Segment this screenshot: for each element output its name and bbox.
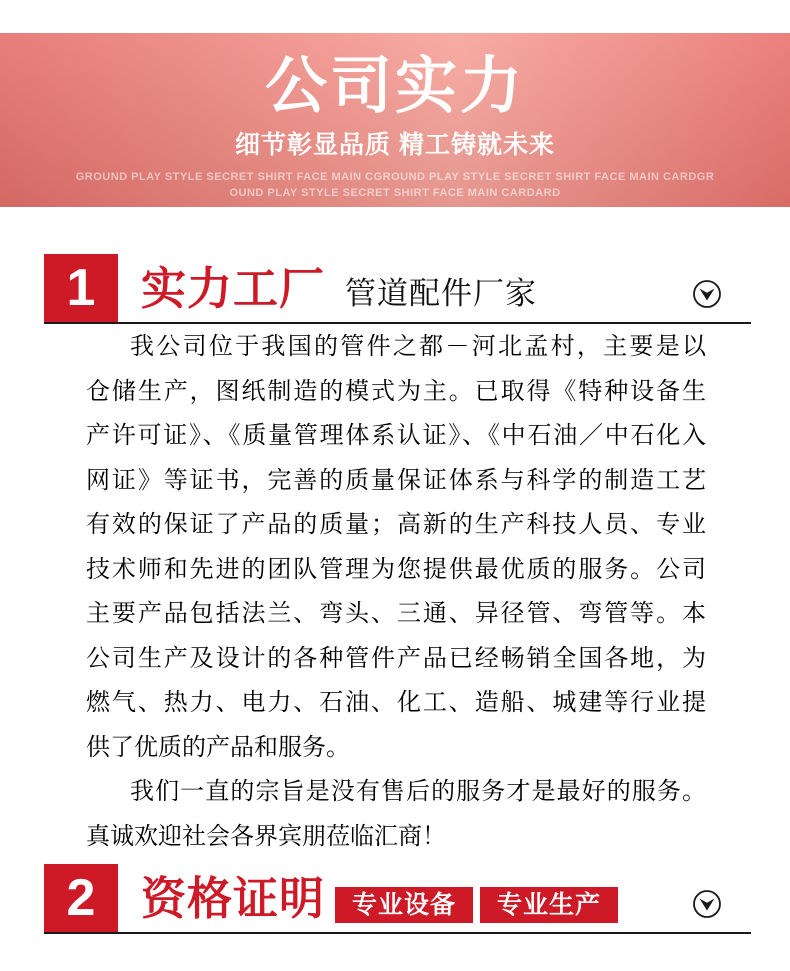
section-title: 实力工厂 [141,262,326,314]
section-number-badge: 1 [44,254,118,322]
section-2-titles [141,872,326,924]
article-line: 产许可证》、《质量管理体系认证》、《中石油／中石化入 [86,423,706,449]
article-line: 真诚欢迎社会各界宾朋莅临汇商！ [86,823,446,850]
article-line: 我们一直的宗旨是没有售后的服务才是最好的服务。 [130,779,706,805]
article-line: 主要产品包括法兰、弯头、三通、异径管、弯管等。本 [86,601,706,627]
section-title: 资格证明 [141,872,326,924]
article-line: 仓储生产，图纸制造的模式为主。已取得《特种设备生 [86,378,706,405]
banner-title: 公司实力 [264,52,525,121]
chevron-down-circle-icon[interactable] [692,279,722,309]
article-line: 网证》等证书，完善的质量保证体系与科学的制造工艺 [86,467,706,494]
section-subtitle: 管道配件厂家 [345,275,538,311]
section-2-header [44,864,751,934]
banner-watermark-line: OUND PLAY STYLE SECRET SHIRT FACE MAIN CARDARD [229,187,561,199]
article-line: 有效的保证了产品的质量；高新的生产科技人员、专业 [86,512,706,538]
banner-watermark [0,169,790,201]
article-line: 供了优质的产品和服务。 [86,734,350,761]
badge-professional-equipment: 专业设备 [335,887,473,923]
article-line: 我公司位于我国的管件之都－河北孟村，主要是以 [130,334,706,360]
header-banner [0,33,790,207]
section-number-badge: 2 [44,864,118,932]
chevron-down-circle-icon[interactable] [692,889,722,919]
banner-subtitle: 细节彰显品质 精工铸就未来 [235,131,555,159]
article-line: 燃气、热力、电力、石油、化工、造船、城建等行业提 [86,690,706,716]
article-line: 公司生产及设计的各种管件产品已经畅销全国各地，为 [86,645,706,672]
section-2-badges [335,887,618,923]
article-line: 技术师和先进的团队管理为您提供最优质的服务。公司 [86,556,706,583]
banner-watermark-line: GROUND PLAY STYLE SECRET SHIRT FACE MAIN CGROUND PLAY STYLE SECRET SHIRT FACE MAIN CARDGR [75,171,715,183]
section-1-titles [141,262,538,314]
company-intro-text [86,325,706,859]
badge-professional-production: 专业生产 [480,887,618,923]
section-1-header [44,254,751,324]
